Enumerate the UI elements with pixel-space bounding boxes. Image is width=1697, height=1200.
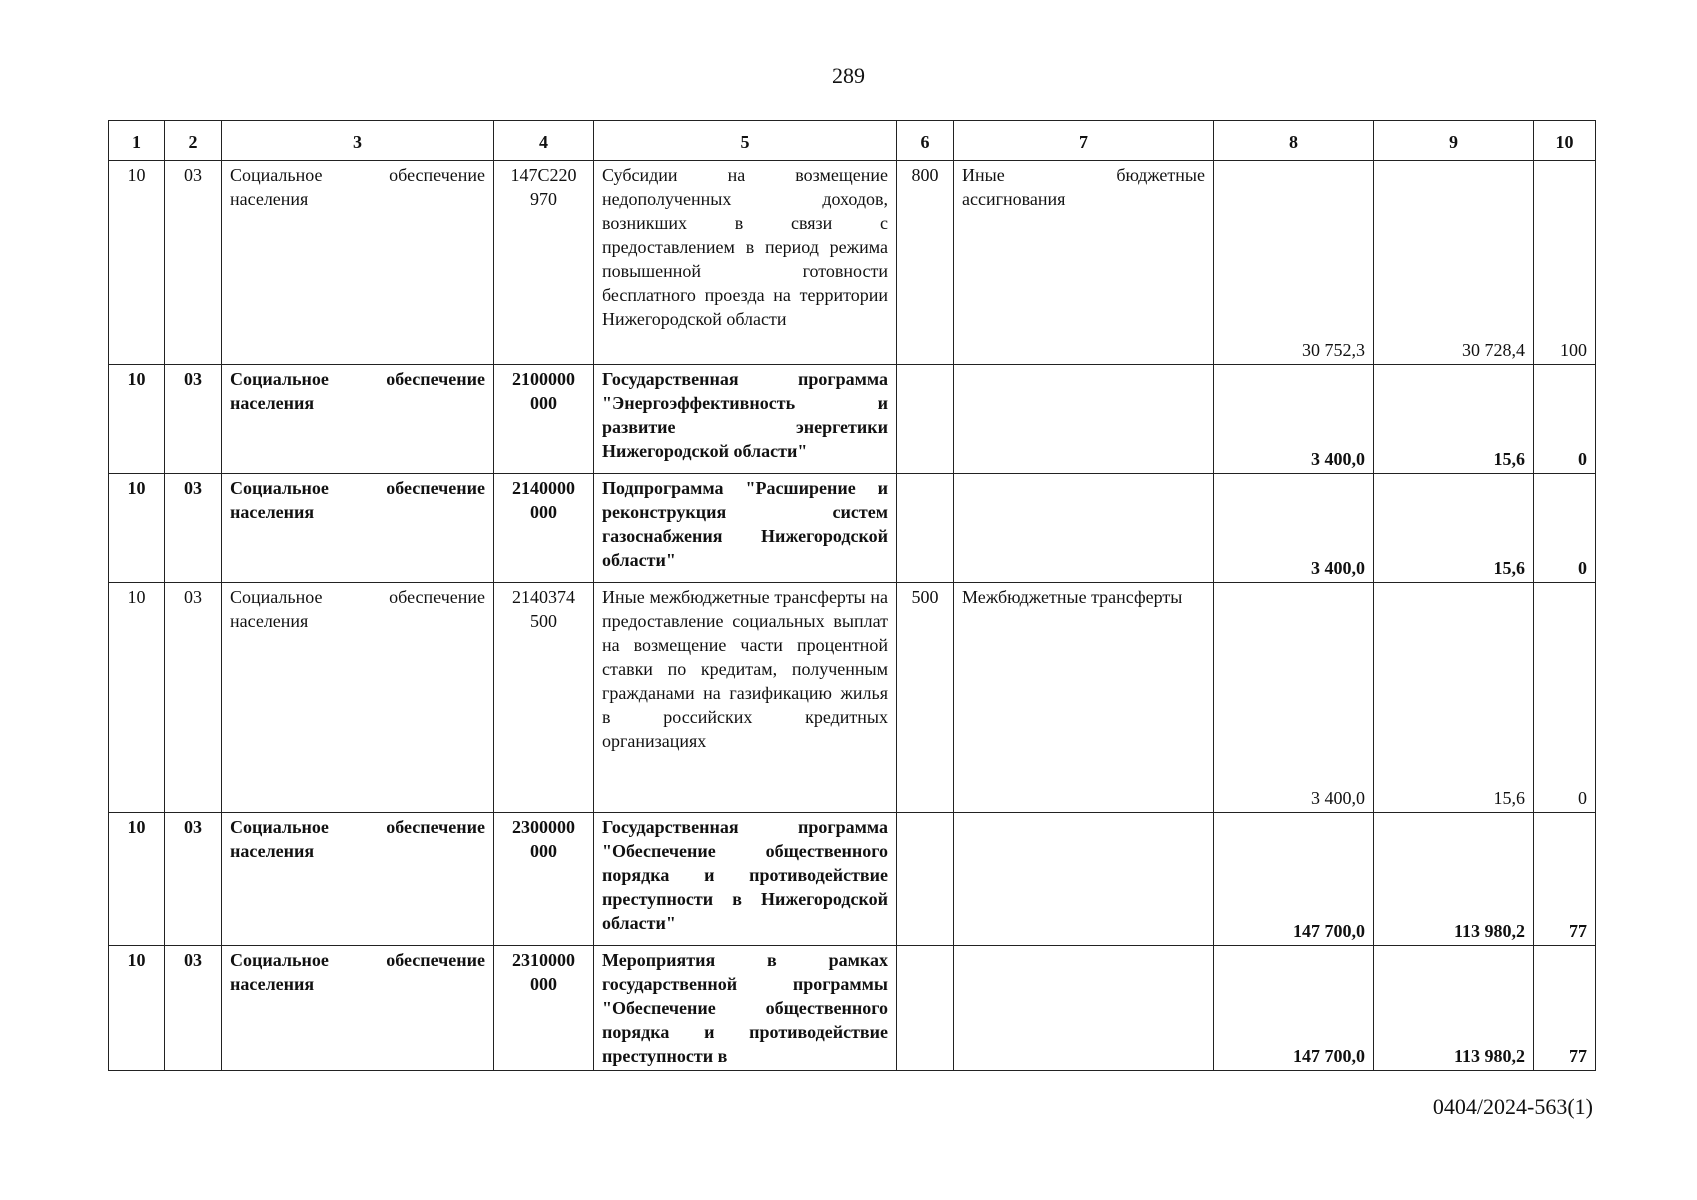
header-row (109, 121, 1596, 161)
subsection-cell: 03 (165, 474, 222, 583)
percent-cell: 0 (1534, 365, 1596, 474)
table-row (109, 474, 1596, 583)
expense-type-cell (897, 813, 954, 946)
expense-type-cell: 500 (897, 583, 954, 813)
column-header: 9 (1374, 121, 1534, 161)
expense-type-name-cell: Межбюджетные трансферты (954, 583, 1214, 813)
description-cell: Государственная программа "Обеспечение общественного порядка и противодействие преступности в Нижегородской области" (594, 813, 897, 946)
target-article-cell: 2140374 500 (494, 583, 594, 813)
column-header: 6 (897, 121, 954, 161)
description-cell: Подпрограмма "Расширение и реконструкция систем газоснабжения Нижегородской области" (594, 474, 897, 583)
planned-amount-cell: 147 700,0 (1214, 946, 1374, 1071)
column-header: 4 (494, 121, 594, 161)
budget-table (108, 120, 1596, 1071)
description-cell: Иные межбюджетные трансферты на предоставление социальных выплат на возмещение части процентной ставки по кредитам, полученным гражданами на газификацию жилья в российских кредитных организациях (594, 583, 897, 813)
column-header: 7 (954, 121, 1214, 161)
subsection-cell: 03 (165, 365, 222, 474)
actual-amount-cell: 30 728,4 (1374, 161, 1534, 365)
subsection-cell: 03 (165, 946, 222, 1071)
table-row (109, 161, 1596, 365)
section-cell: 10 (109, 946, 165, 1071)
actual-amount-cell: 113 980,2 (1374, 946, 1534, 1071)
actual-amount-cell: 15,6 (1374, 474, 1534, 583)
section-cell: 10 (109, 474, 165, 583)
planned-amount-cell: 3 400,0 (1214, 474, 1374, 583)
section-name-cell: Социальное обеспечение населения (222, 583, 494, 813)
description-cell: Мероприятия в рамках государственной программы "Обеспечение общественного порядка и противодействие преступности в (594, 946, 897, 1071)
column-header: 3 (222, 121, 494, 161)
planned-amount-cell: 30 752,3 (1214, 161, 1374, 365)
target-article-cell: 2140000 000 (494, 474, 594, 583)
column-header: 8 (1214, 121, 1374, 161)
expense-type-cell (897, 365, 954, 474)
percent-cell: 77 (1534, 813, 1596, 946)
target-article-cell: 2300000 000 (494, 813, 594, 946)
planned-amount-cell: 3 400,0 (1214, 583, 1374, 813)
section-name-cell: Социальное обеспечение населения (222, 161, 494, 365)
percent-cell: 0 (1534, 583, 1596, 813)
section-name-cell: Социальное обеспечение населения (222, 946, 494, 1071)
target-article-cell: 147С220 970 (494, 161, 594, 365)
planned-amount-cell: 147 700,0 (1214, 813, 1374, 946)
column-header: 5 (594, 121, 897, 161)
table-row (109, 946, 1596, 1071)
subsection-cell: 03 (165, 813, 222, 946)
column-header: 1 (109, 121, 165, 161)
section-cell: 10 (109, 161, 165, 365)
document-number: 0404/2024-563(1) (1432, 1094, 1593, 1119)
column-header: 10 (1534, 121, 1596, 161)
target-article-cell: 2310000 000 (494, 946, 594, 1071)
description-cell: Субсидии на возмещение недополученных доходов, возникших в связи с предоставлением в период режима повышенной готовности бесплатного проезда на территории Нижегородской области (594, 161, 897, 365)
planned-amount-cell: 3 400,0 (1214, 365, 1374, 474)
target-article-cell: 2100000 000 (494, 365, 594, 474)
column-header: 2 (165, 121, 222, 161)
table-row (109, 813, 1596, 946)
actual-amount-cell: 15,6 (1374, 365, 1534, 474)
description-cell: Государственная программа "Энергоэффективность и развитие энергетики Нижегородской области" (594, 365, 897, 474)
table-row (109, 583, 1596, 813)
percent-cell: 77 (1534, 946, 1596, 1071)
expense-type-cell (897, 474, 954, 583)
percent-cell: 0 (1534, 474, 1596, 583)
expense-type-name-cell (954, 474, 1214, 583)
section-cell: 10 (109, 813, 165, 946)
section-name-cell: Социальное обеспечение населения (222, 365, 494, 474)
expense-type-name-cell (954, 946, 1214, 1071)
expense-type-name-cell (954, 813, 1214, 946)
page-number: 289 (832, 63, 865, 88)
section-cell: 10 (109, 583, 165, 813)
section-name-cell: Социальное обеспечение населения (222, 474, 494, 583)
actual-amount-cell: 113 980,2 (1374, 813, 1534, 946)
table-row (109, 365, 1596, 474)
section-cell: 10 (109, 365, 165, 474)
expense-type-cell: 800 (897, 161, 954, 365)
section-name-cell: Социальное обеспечение населения (222, 813, 494, 946)
expense-type-name-cell (954, 365, 1214, 474)
expense-type-cell (897, 946, 954, 1071)
subsection-cell: 03 (165, 583, 222, 813)
percent-cell: 100 (1534, 161, 1596, 365)
actual-amount-cell: 15,6 (1374, 583, 1534, 813)
subsection-cell: 03 (165, 161, 222, 365)
expense-type-name-cell: Иные бюджетные ассигнования (954, 161, 1214, 365)
